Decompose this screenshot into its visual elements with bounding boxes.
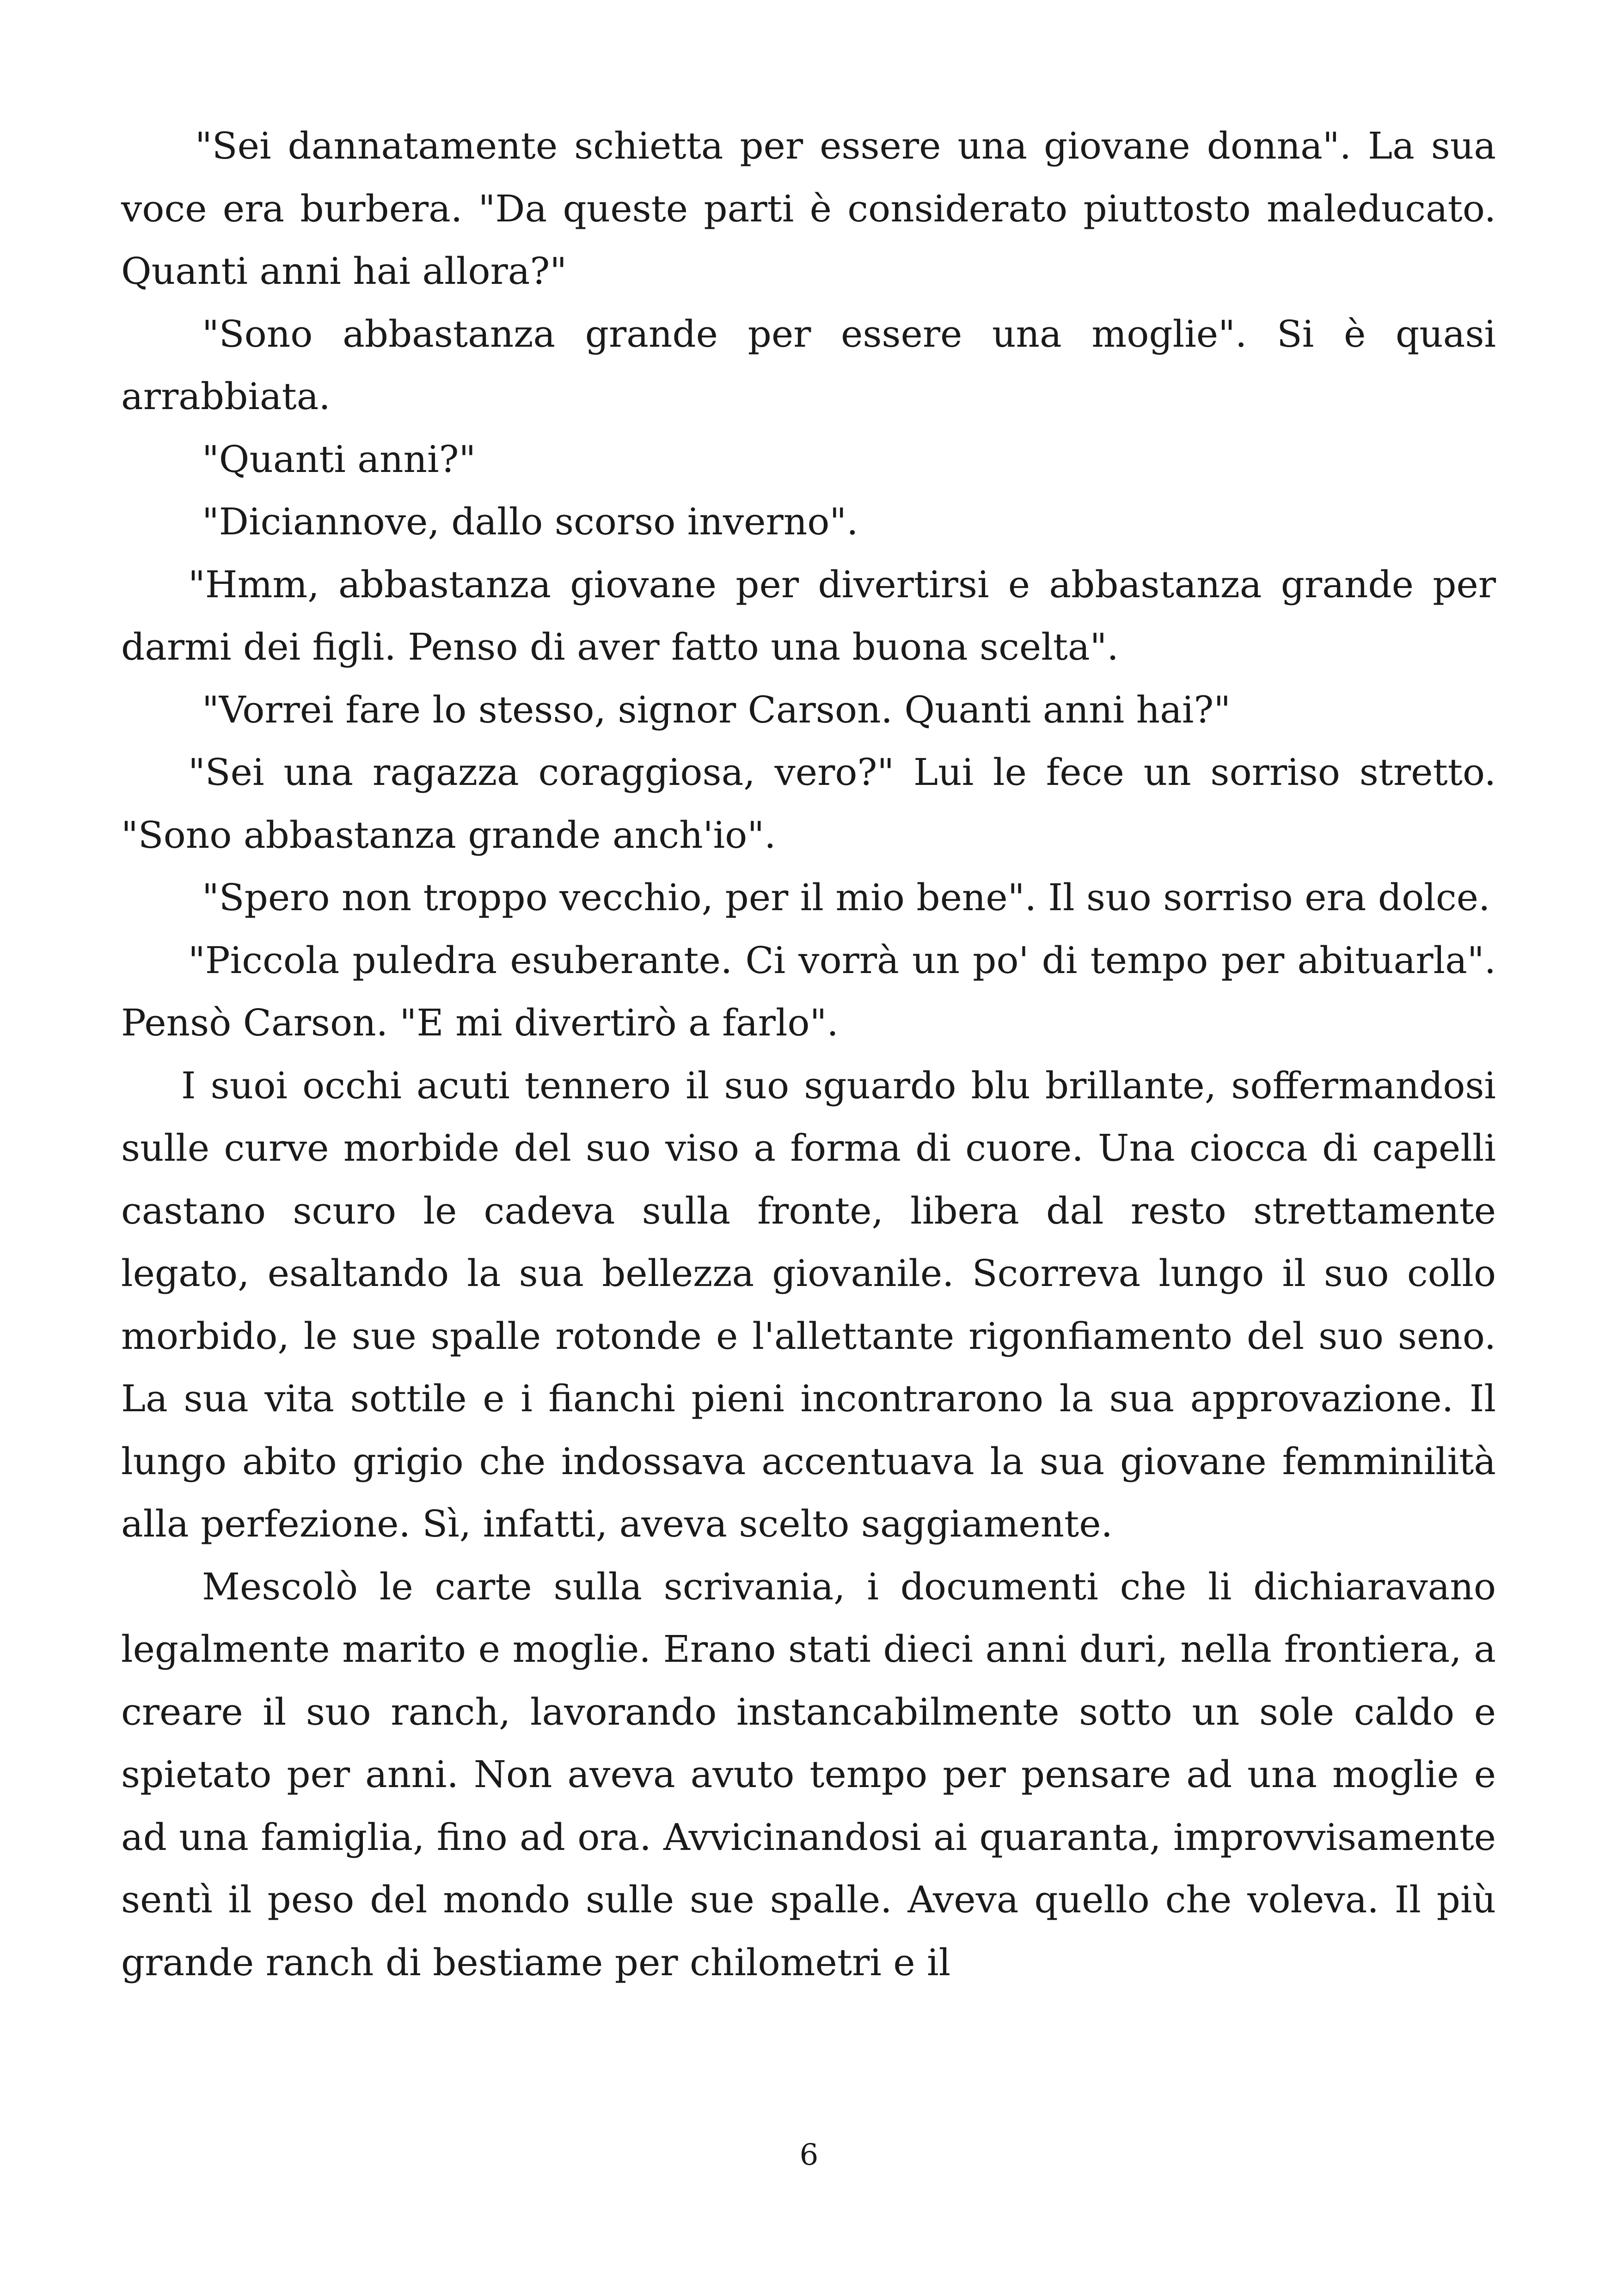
paragraph: "Vorrei fare lo stesso, signor Carson. Quanti anni hai?" bbox=[202, 688, 1231, 731]
paragraph: Mescolò le carte sulla scrivania, i documenti che li dichiaravano legalmente marito e moglie. Erano stati dieci anni duri, nella frontiera, a creare il suo ranch, lavorando instancabilmente sotto un sole caldo e spietato per anni. Non aveva avuto tempo per pensare ad una moglie e ad una famiglia, fino ad ora. Avvicinandosi ai quaranta, improvvisamente sentì il peso del mondo sulle sue spalle. Aveva quello che voleva. Il più grande ranch di bestiame per chilometri e il bbox=[121, 1565, 1496, 1984]
page-number: 6 bbox=[799, 2138, 819, 2172]
paragraph: "Sono abbastanza grande per essere una moglie". Si è quasi arrabbiata. bbox=[121, 312, 1496, 418]
paragraph: "Sei dannatamente schietta per essere una giovane donna". La sua voce era burbera. "Da queste parti è considerato piuttosto maleducato. Quanti anni hai allora?" bbox=[121, 124, 1496, 293]
paragraph: "Piccola puledra esuberante. Ci vorrà un po' di tempo per abituarla". Pensò Carson. "E mi divertirò a farlo". bbox=[121, 938, 1496, 1044]
paragraph: "Spero non troppo vecchio, per il mio bene". Il suo sorriso era dolce. bbox=[202, 876, 1490, 919]
body-text bbox=[121, 115, 1496, 1994]
paragraph: "Hmm, abbastanza giovane per divertirsi e abbastanza grande per darmi dei figli. Penso di aver fatto una buona scelta". bbox=[121, 563, 1496, 668]
paragraph: I suoi occhi acuti tennero il suo sguardo blu brillante, soffermandosi sulle curve morbide del suo viso a forma di cuore. Una ciocca di capelli castano scuro le cadeva sulla fronte, libera dal resto strettamente legato, esaltando la sua bellezza giovanile. Scorreva lungo il suo collo morbido, le sue spalle rotonde e l'allettante rigonfiamento del suo seno. La sua vita sottile e i fianchi pieni incontrarono la sua approvazione. Il lungo abito grigio che indossava accentuava la sua giovane femminilità alla perfezione. Sì, infatti, aveva scelto saggiamente. bbox=[121, 1064, 1496, 1545]
paragraph: "Diciannove, dallo scorso inverno". bbox=[202, 500, 858, 543]
paragraph: "Sei una ragazza coraggiosa, vero?" Lui le fece un sorriso stretto. "Sono abbastanza grande anch'io". bbox=[121, 751, 1496, 857]
paragraph: "Quanti anni?" bbox=[202, 437, 476, 481]
